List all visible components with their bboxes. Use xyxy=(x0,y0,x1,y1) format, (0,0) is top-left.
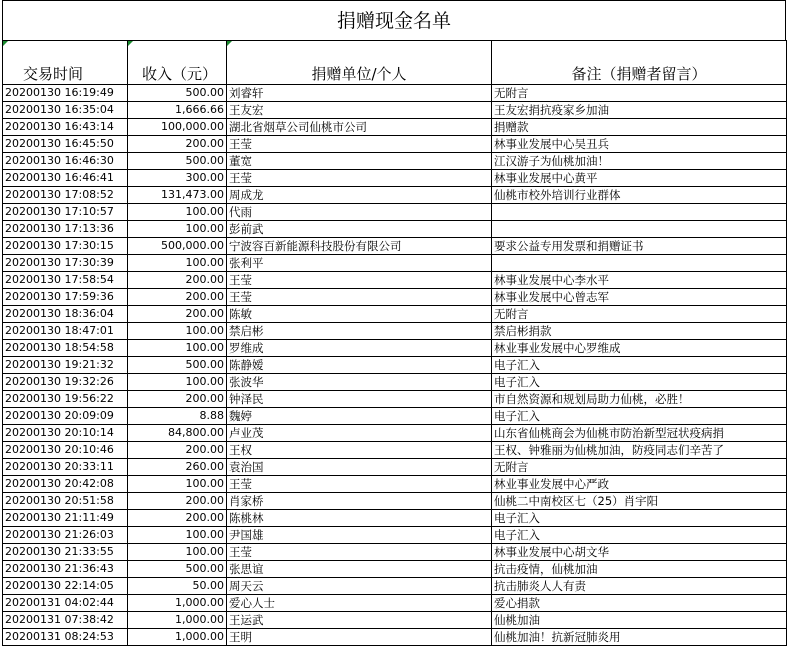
cell-amount[interactable]: 100.00 xyxy=(128,221,227,238)
cell-donor[interactable]: 罗维成 xyxy=(227,340,492,357)
table-row xyxy=(3,510,787,527)
cell-note[interactable]: 林事业发展中心吴丑兵 xyxy=(492,136,787,153)
cell-note[interactable]: 王权、钟雅丽为仙桃加油，防疫同志们辛苦了 xyxy=(492,442,787,459)
cell-time[interactable]: 20200130 17:10:57 xyxy=(3,204,128,221)
cell-time[interactable]: 20200130 19:56:22 xyxy=(3,391,128,408)
cell-note[interactable]: 捐赠款 xyxy=(492,119,787,136)
donation-table xyxy=(2,40,787,646)
cell-amount[interactable]: 500.00 xyxy=(128,153,227,170)
cell-amount[interactable]: 100.00 xyxy=(128,374,227,391)
cell-note[interactable]: 林业事业发展中心严政 xyxy=(492,476,787,493)
cell-donor[interactable]: 王莹 xyxy=(227,476,492,493)
cell-time[interactable]: 20200130 18:36:04 xyxy=(3,306,128,323)
table-row xyxy=(3,595,787,612)
cell-donor[interactable]: 董宽 xyxy=(227,153,492,170)
cell-amount[interactable]: 1,666.66 xyxy=(128,102,227,119)
cell-note[interactable]: 仙桃市校外培训行业群体 xyxy=(492,187,787,204)
sheet-title[interactable]: 捐赠现金名单 xyxy=(2,0,786,40)
cell-note[interactable]: 电子汇入 xyxy=(492,408,787,425)
table-row xyxy=(3,544,787,561)
cell-donor[interactable]: 周天云 xyxy=(227,578,492,595)
cell-time[interactable]: 20200130 22:14:05 xyxy=(3,578,128,595)
cell-time[interactable]: 20200130 17:30:15 xyxy=(3,238,128,255)
cell-note[interactable]: 林事业发展中心胡文华 xyxy=(492,544,787,561)
comment-marker-icon xyxy=(227,41,232,46)
cell-note[interactable]: 无附言 xyxy=(492,459,787,476)
table-row xyxy=(3,493,787,510)
table-row xyxy=(3,85,787,102)
cell-amount[interactable]: 200.00 xyxy=(128,306,227,323)
cell-donor[interactable]: 湖北省烟草公司仙桃市公司 xyxy=(227,119,492,136)
cell-donor[interactable]: 王莹 xyxy=(227,136,492,153)
cell-time[interactable]: 20200130 18:47:01 xyxy=(3,323,128,340)
cell-donor[interactable]: 彭前武 xyxy=(227,221,492,238)
cell-donor[interactable]: 尹国雄 xyxy=(227,527,492,544)
cell-amount[interactable]: 1,000.00 xyxy=(128,629,227,646)
cell-amount[interactable]: 200.00 xyxy=(128,136,227,153)
cell-note[interactable]: 电子汇入 xyxy=(492,527,787,544)
cell-amount[interactable]: 100.00 xyxy=(128,544,227,561)
cell-donor[interactable]: 王莹 xyxy=(227,289,492,306)
cell-note[interactable]: 仙桃二中南校区七（25）肖宇阳 xyxy=(492,493,787,510)
cell-donor[interactable]: 王权 xyxy=(227,442,492,459)
cell-note[interactable]: 仙桃加油 xyxy=(492,612,787,629)
cell-time[interactable]: 20200130 16:43:14 xyxy=(3,119,128,136)
table-row xyxy=(3,578,787,595)
cell-amount[interactable]: 1,000.00 xyxy=(128,595,227,612)
cell-amount[interactable]: 100.00 xyxy=(128,476,227,493)
cell-note[interactable]: 无附言 xyxy=(492,306,787,323)
cell-note[interactable] xyxy=(492,204,787,221)
cell-amount[interactable]: 500,000.00 xyxy=(128,238,227,255)
table-row xyxy=(3,136,787,153)
cell-time[interactable]: 20200130 19:32:26 xyxy=(3,374,128,391)
cell-time[interactable]: 20200130 16:45:50 xyxy=(3,136,128,153)
cell-donor[interactable]: 王莹 xyxy=(227,272,492,289)
cell-note[interactable]: 王友宏捐抗疫家乡加油 xyxy=(492,102,787,119)
cell-time[interactable]: 20200130 17:30:39 xyxy=(3,255,128,272)
cell-note[interactable]: 抗击疫情，仙桃加油 xyxy=(492,561,787,578)
cell-donor[interactable]: 宁波容百新能源科技股份有限公司 xyxy=(227,238,492,255)
cell-note[interactable]: 山东省仙桃商会为仙桃市防治新型冠状疫病捐 xyxy=(492,425,787,442)
table-row xyxy=(3,476,787,493)
cell-time[interactable]: 20200131 04:02:44 xyxy=(3,595,128,612)
table-row xyxy=(3,374,787,391)
cell-amount[interactable]: 300.00 xyxy=(128,170,227,187)
table-row xyxy=(3,425,787,442)
table-row xyxy=(3,187,787,204)
table-row xyxy=(3,357,787,374)
table-row xyxy=(3,255,787,272)
table-row xyxy=(3,340,787,357)
cell-time[interactable]: 20200130 20:10:14 xyxy=(3,425,128,442)
cell-amount[interactable]: 200.00 xyxy=(128,510,227,527)
cell-note[interactable]: 无附言 xyxy=(492,85,787,102)
header-cell-note[interactable]: 备注（捐赠者留言） xyxy=(492,41,787,85)
cell-donor[interactable]: 王明 xyxy=(227,629,492,646)
table-row xyxy=(3,612,787,629)
cell-note[interactable]: 抗击肺炎人人有责 xyxy=(492,578,787,595)
cell-note[interactable]: 林事业发展中心黄平 xyxy=(492,170,787,187)
cell-note[interactable] xyxy=(492,255,787,272)
cell-amount[interactable]: 84,800.00 xyxy=(128,425,227,442)
cell-time[interactable]: 20200130 17:08:52 xyxy=(3,187,128,204)
cell-donor[interactable]: 王友宏 xyxy=(227,102,492,119)
cell-time[interactable]: 20200130 18:54:58 xyxy=(3,340,128,357)
cell-amount[interactable]: 100.00 xyxy=(128,204,227,221)
cell-donor[interactable]: 王莹 xyxy=(227,170,492,187)
cell-note[interactable]: 要求公益专用发票和捐赠证书 xyxy=(492,238,787,255)
cell-donor[interactable]: 王莹 xyxy=(227,544,492,561)
table-row xyxy=(3,306,787,323)
cell-note[interactable]: 江汉游子为仙桃加油！ xyxy=(492,153,787,170)
table-row xyxy=(3,221,787,238)
cell-time[interactable]: 20200131 08:24:53 xyxy=(3,629,128,646)
cell-note[interactable]: 电子汇入 xyxy=(492,357,787,374)
cell-note[interactable]: 林事业发展中心曾志军 xyxy=(492,289,787,306)
cell-donor[interactable]: 王运武 xyxy=(227,612,492,629)
cell-note[interactable]: 林事业发展中心李水平 xyxy=(492,272,787,289)
cell-time[interactable]: 20200130 19:21:32 xyxy=(3,357,128,374)
cell-time[interactable]: 20200130 16:19:49 xyxy=(3,85,128,102)
cell-donor[interactable]: 刘睿轩 xyxy=(227,85,492,102)
cell-amount[interactable]: 200.00 xyxy=(128,442,227,459)
cell-amount[interactable]: 100.00 xyxy=(128,340,227,357)
cell-time[interactable]: 20200130 16:46:30 xyxy=(3,153,128,170)
table-row xyxy=(3,527,787,544)
cell-donor[interactable]: 张思谊 xyxy=(227,561,492,578)
cell-amount[interactable]: 100,000.00 xyxy=(128,119,227,136)
cell-time[interactable]: 20200130 17:59:36 xyxy=(3,289,128,306)
cell-amount[interactable]: 260.00 xyxy=(128,459,227,476)
cell-amount[interactable]: 500.00 xyxy=(128,357,227,374)
cell-time[interactable]: 20200131 07:38:42 xyxy=(3,612,128,629)
cell-time[interactable]: 20200130 20:09:09 xyxy=(3,408,128,425)
cell-amount[interactable]: 200.00 xyxy=(128,289,227,306)
cell-time[interactable]: 20200130 21:33:55 xyxy=(3,544,128,561)
cell-note[interactable]: 电子汇入 xyxy=(492,374,787,391)
table-row xyxy=(3,442,787,459)
cell-amount[interactable]: 1,000.00 xyxy=(128,612,227,629)
table-row xyxy=(3,323,787,340)
cell-time[interactable]: 20200130 21:11:49 xyxy=(3,510,128,527)
cell-time[interactable]: 20200130 20:10:46 xyxy=(3,442,128,459)
cell-amount[interactable]: 100.00 xyxy=(128,323,227,340)
cell-note[interactable]: 电子汇入 xyxy=(492,510,787,527)
cell-donor[interactable]: 钟泽民 xyxy=(227,391,492,408)
comment-marker-icon xyxy=(3,41,8,46)
header-row xyxy=(3,41,787,85)
table-row xyxy=(3,119,787,136)
cell-amount[interactable]: 500.00 xyxy=(128,85,227,102)
cell-amount[interactable]: 8.88 xyxy=(128,408,227,425)
cell-note[interactable]: 林业事业发展中心罗维成 xyxy=(492,340,787,357)
cell-amount[interactable]: 100.00 xyxy=(128,527,227,544)
table-row xyxy=(3,459,787,476)
cell-time[interactable]: 20200130 21:26:03 xyxy=(3,527,128,544)
cell-amount[interactable]: 131,473.00 xyxy=(128,187,227,204)
cell-donor[interactable]: 肖家桥 xyxy=(227,493,492,510)
table-row xyxy=(3,408,787,425)
cell-donor[interactable]: 陈静嫒 xyxy=(227,357,492,374)
cell-donor[interactable]: 卢业茂 xyxy=(227,425,492,442)
cell-note[interactable]: 市自然资源和规划局助力仙桃，必胜！ xyxy=(492,391,787,408)
cell-donor[interactable]: 禁启彬 xyxy=(227,323,492,340)
table-row xyxy=(3,102,787,119)
cell-donor[interactable]: 陈敏 xyxy=(227,306,492,323)
cell-time[interactable]: 20200130 17:13:36 xyxy=(3,221,128,238)
cell-donor[interactable]: 张波华 xyxy=(227,374,492,391)
table-row xyxy=(3,153,787,170)
cell-time[interactable]: 20200130 17:58:54 xyxy=(3,272,128,289)
table-row xyxy=(3,170,787,187)
cell-amount[interactable]: 200.00 xyxy=(128,272,227,289)
cell-amount[interactable]: 50.00 xyxy=(128,578,227,595)
cell-note[interactable]: 禁启彬捐款 xyxy=(492,323,787,340)
table-row xyxy=(3,629,787,646)
cell-amount[interactable]: 200.00 xyxy=(128,391,227,408)
header-cell-amount[interactable]: 收入（元） xyxy=(128,41,227,85)
cell-note[interactable]: 仙桃加油！抗新冠肺炎用 xyxy=(492,629,787,646)
header-cell-time[interactable]: 交易时间 xyxy=(3,41,128,85)
header-cell-donor[interactable]: 捐赠单位/个人 xyxy=(227,41,492,85)
cell-time[interactable]: 20200130 20:51:58 xyxy=(3,493,128,510)
table-row xyxy=(3,204,787,221)
cell-time[interactable]: 20200130 21:36:43 xyxy=(3,561,128,578)
cell-time[interactable]: 20200130 20:33:11 xyxy=(3,459,128,476)
cell-time[interactable]: 20200130 16:35:04 xyxy=(3,102,128,119)
cell-time[interactable]: 20200130 16:46:41 xyxy=(3,170,128,187)
cell-amount[interactable]: 200.00 xyxy=(128,493,227,510)
cell-note[interactable] xyxy=(492,221,787,238)
cell-donor[interactable]: 周成龙 xyxy=(227,187,492,204)
cell-donor[interactable]: 爱心人士 xyxy=(227,595,492,612)
cell-amount[interactable]: 100.00 xyxy=(128,255,227,272)
cell-donor[interactable]: 陈桃林 xyxy=(227,510,492,527)
table-row xyxy=(3,289,787,306)
table-row xyxy=(3,272,787,289)
table-row xyxy=(3,391,787,408)
cell-donor[interactable]: 魏婷 xyxy=(227,408,492,425)
table-row xyxy=(3,561,787,578)
cell-time[interactable]: 20200130 20:42:08 xyxy=(3,476,128,493)
comment-marker-icon xyxy=(128,41,133,46)
cell-amount[interactable]: 500.00 xyxy=(128,561,227,578)
table-row xyxy=(3,238,787,255)
cell-note[interactable]: 爱心捐款 xyxy=(492,595,787,612)
cell-donor[interactable]: 张利平 xyxy=(227,255,492,272)
cell-donor[interactable]: 袁治国 xyxy=(227,459,492,476)
cell-donor[interactable]: 代雨 xyxy=(227,204,492,221)
